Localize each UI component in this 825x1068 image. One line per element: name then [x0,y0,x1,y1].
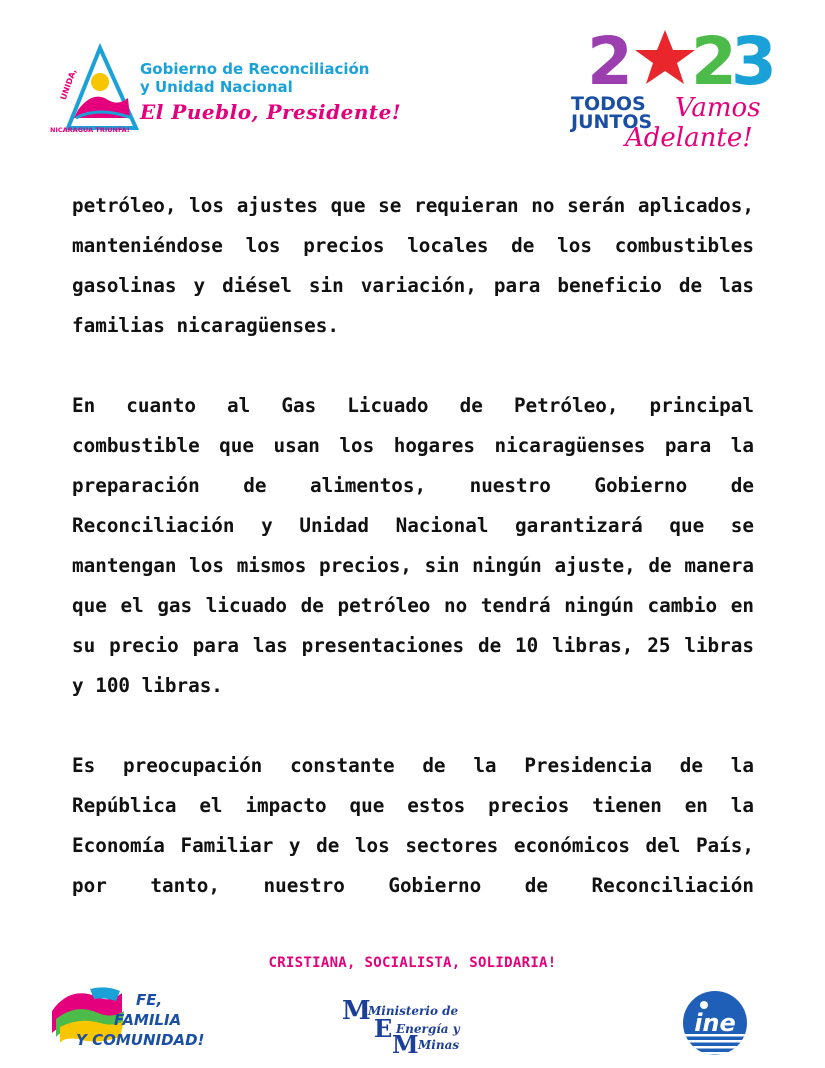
ministerio-energia-minas-logo [340,995,515,1059]
seal-top-text: UNIDA, [58,67,79,102]
svg-text:E: E [374,1014,393,1043]
ine-text: ine [694,1009,736,1037]
year-digit-2b: 2 [691,23,737,100]
gov-name-line2: y Unidad Nacional [140,78,293,96]
todos-text: TODOS [571,93,646,115]
seal-bottom-text: NICARAGUA TRIUNFA! [50,126,130,134]
government-name [140,60,400,124]
year-2023-logo [571,23,785,156]
gov-name-line1: Gobierno de Reconciliación [140,60,370,78]
ine-logo [680,988,750,1058]
svg-text:M: M [342,996,371,1026]
ffc-line2: FAMILIA [114,1011,182,1029]
paragraph-concern: Es preocupación constante de la Presidencia de la República el impacto que estos precios tienen en la Economía Familiar y de los sectores económicos del País, por tanto, nuestro Gobierno de Reconciliación [72,754,754,897]
star-icon [635,30,695,84]
paragraph-lpg: En cuanto al Gas Licuado de Petróleo, principal combustible que usan los hogares nicaragüenses para la preparación de alimentos, nuestro Gobierno de Reconciliación y Unidad Nacional garantizará que se mantengan los mismos precios, sin ningún ajuste, de manera que el gas licuado de petróleo no tendrá ningún cambio en su precio para las presentaciones de 10 libras, 25 libras y 100 libras. [72,394,754,697]
paragraph-fuel-prices: petróleo, los ajustes que se requieran no serán aplicados, manteniéndose los precios locales de los combustibles gasolinas y diésel sin variación, para beneficio de las familias nicaragüenses. [72,194,754,337]
document-body [72,186,754,906]
mem-line1: Ministerio de [368,1004,459,1018]
adelante-script: Adelante! [625,123,753,153]
juntos-text: JUNTOS [571,111,653,133]
svg-text:M: M [392,1030,419,1059]
ffc-line3: Y COMUNIDAD! [76,1031,205,1049]
footer-motto: CRISTIANA, SOCIALISTA, SOLIDARIA! [268,955,557,971]
vamos-script: Vamos [675,93,761,123]
year-digit-3: 3 [731,23,777,100]
government-seal-logo [48,40,143,135]
fe-familia-comunidad-logo [50,983,215,1051]
mem-line2: Energía y [396,1022,460,1036]
year-digit-2a: 2 [587,23,633,100]
mem-line3: Minas [418,1038,460,1052]
ffc-line1: FE, [136,991,163,1009]
gov-slogan: El Pueblo, Presidente! [140,100,402,124]
